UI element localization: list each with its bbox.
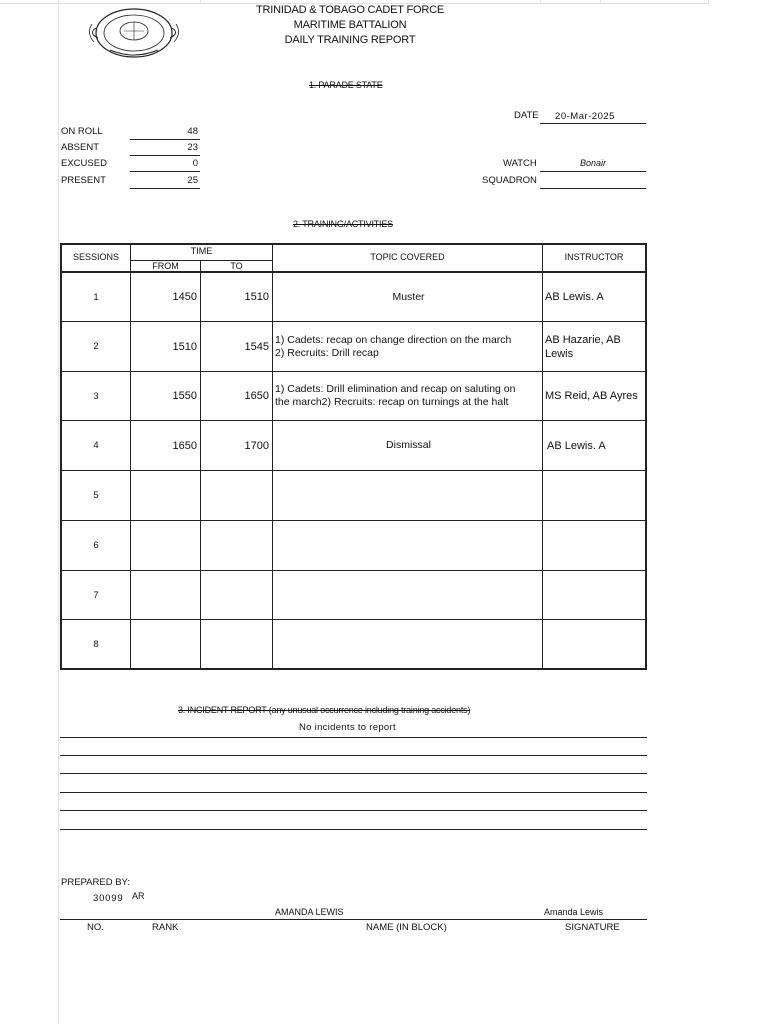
incident-text: No incidents to report	[299, 722, 396, 733]
signature-label: SIGNATURE	[565, 922, 620, 933]
instructor-cell	[543, 273, 645, 321]
instructor-cell	[543, 620, 645, 668]
watch-label: WATCH	[503, 158, 537, 169]
session-number: 7	[93, 589, 99, 601]
signature-value: Amanda Lewis	[544, 907, 604, 917]
time-to: 1545	[244, 340, 269, 353]
table-border-bottom	[60, 668, 647, 670]
topic-covered	[273, 571, 542, 619]
instructor-cell	[543, 372, 645, 420]
instructor-cell	[543, 571, 645, 619]
rank-value: AR	[132, 891, 145, 901]
squadron-underline	[540, 188, 646, 189]
instructor-cell	[543, 521, 645, 570]
report-line	[60, 829, 647, 830]
to-header: TO	[230, 261, 243, 271]
time-to: 1650	[244, 390, 269, 402]
session-number: 8	[93, 638, 99, 650]
squadron-label: SQUADRON	[482, 175, 537, 186]
topic-line: 1) Cadets: Drill elimination and recap on saluting on	[275, 383, 516, 395]
name-label: NAME (IN BLOCK)	[366, 922, 447, 933]
present-underline	[130, 188, 200, 189]
date-value: 20-Mar-2025	[555, 111, 615, 122]
instructor-header: INSTRUCTOR	[564, 252, 624, 262]
topic-line: Dismissal	[386, 439, 431, 451]
report-line	[60, 810, 647, 811]
topic-line: 2) Recruits: Drill recap	[275, 346, 379, 359]
report-line	[60, 755, 647, 756]
time-from: 1550	[172, 390, 197, 402]
time-from	[131, 471, 200, 520]
time-from: 1510	[172, 340, 197, 353]
topic-line: the march2) Recruits: recap on turnings at the halt	[275, 396, 509, 408]
rank-label: RANK	[152, 922, 179, 933]
sheet-gridline	[708, 0, 709, 4]
sessions-header: SESSIONS	[72, 252, 119, 262]
prepared-by-label: PREPARED BY:	[61, 877, 130, 888]
service-number: 30099	[93, 893, 124, 904]
on-roll-label: ON ROLL	[61, 126, 103, 137]
time-from	[131, 620, 200, 668]
sheet-gridline	[58, 0, 59, 1024]
instructor-cell	[543, 471, 645, 520]
excused-underline	[130, 171, 200, 172]
session-number: 1	[93, 291, 99, 303]
instructor-line: AB Lewis. A	[547, 439, 606, 452]
instructor-line: Lewis	[545, 347, 574, 360]
table-border-right	[645, 243, 647, 670]
excused-value: 0	[192, 158, 198, 169]
absent-value: 23	[187, 142, 198, 153]
topic-covered	[273, 322, 542, 371]
time-to	[201, 521, 272, 570]
report-line	[60, 792, 647, 793]
time-from	[131, 521, 200, 570]
watch-underline	[540, 171, 646, 172]
topic-covered	[273, 620, 542, 668]
sheet-gridline	[600, 0, 601, 4]
time-to	[201, 620, 272, 668]
topic-line: Muster	[392, 290, 425, 303]
instructor-line: MS Reid, AB Ayres	[545, 390, 638, 402]
excused-label: EXCUSED	[61, 158, 107, 169]
from-header: FROM	[152, 261, 179, 271]
instructor-line: AB Lewis. A	[545, 291, 604, 303]
topic-covered	[273, 471, 542, 520]
time-from: 1650	[172, 439, 197, 452]
topic-covered	[273, 521, 542, 570]
time-to	[201, 571, 272, 619]
org-title: TRINIDAD & TOBAGO CADET FORCE	[256, 4, 444, 16]
time-to: 1510	[244, 291, 269, 303]
topic-line: 1) Cadets: recap on change direction on the march	[275, 333, 512, 346]
unit-title: MARITIME BATTALION	[293, 19, 407, 31]
crest-logo	[84, 4, 184, 67]
time-from	[131, 571, 200, 619]
on-roll-underline	[130, 139, 200, 140]
watch-value: Bonair	[579, 158, 606, 168]
date-label: DATE	[514, 110, 539, 121]
topic-header: TOPIC COVERED	[370, 252, 445, 262]
instructor-cell	[543, 322, 645, 371]
instructor-line: AB Hazarie, AB	[545, 333, 621, 346]
present-label: PRESENT	[61, 175, 106, 186]
report-line	[60, 737, 647, 738]
date-underline	[540, 123, 646, 124]
session-number: 2	[93, 341, 99, 352]
report-title: DAILY TRAINING REPORT	[284, 34, 416, 46]
session-number: 5	[93, 490, 99, 501]
topic-covered	[273, 273, 542, 321]
absent-underline	[130, 155, 200, 156]
instructor-cell	[543, 421, 645, 470]
table-border-top	[60, 243, 647, 245]
time-header: TIME	[190, 246, 213, 256]
topic-covered	[273, 421, 542, 470]
incident-report-title: 3. INCIDENT REPORT (any unusual occurrence including training accidents)	[178, 705, 471, 715]
sheet-gridline	[540, 0, 541, 4]
report-line	[60, 773, 647, 774]
session-number: 6	[93, 540, 99, 551]
signature-line	[60, 919, 647, 920]
time-to: 1700	[244, 439, 269, 452]
session-number: 3	[93, 390, 99, 402]
no-label: NO.	[87, 922, 104, 933]
topic-covered	[273, 372, 542, 420]
on-roll-value: 48	[187, 126, 198, 137]
time-to	[201, 471, 272, 520]
name-value: AMANDA LEWIS	[275, 907, 344, 917]
session-number: 4	[93, 440, 99, 451]
present-value: 25	[187, 175, 198, 186]
time-from: 1450	[172, 291, 197, 303]
absent-label: ABSENT	[61, 142, 100, 153]
parade-state-title: 1. PARADE STATE	[309, 80, 383, 90]
training-title: 2. TRAINING/ACTIVITIES	[293, 219, 393, 229]
